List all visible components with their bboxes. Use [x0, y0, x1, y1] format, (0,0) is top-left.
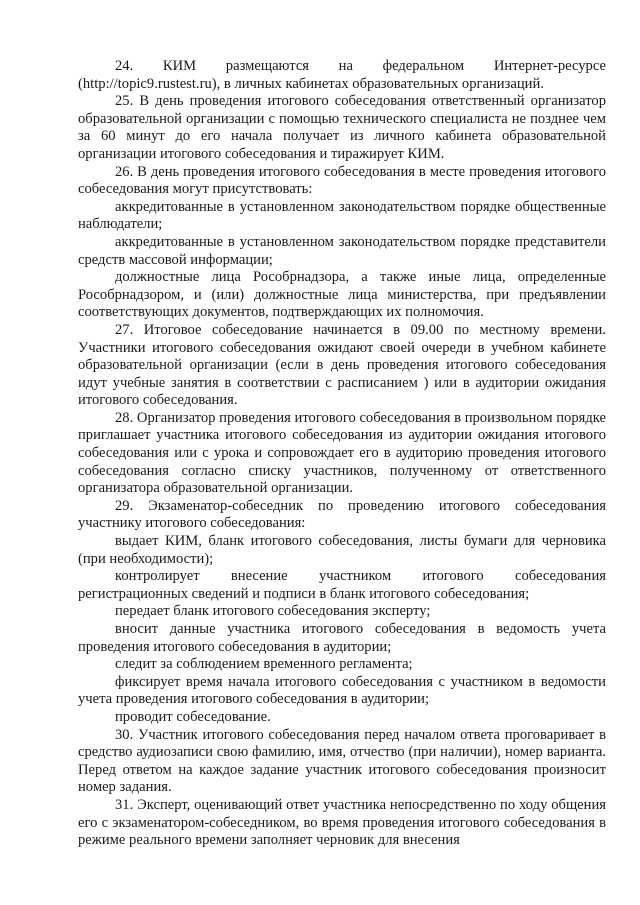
list-item-time-regulation: следит за соблюдением временного регламента; [115, 656, 413, 673]
list-item-issues-kim: выдает КИМ, бланк итогового собеседования, листы бумаги для черновика (при необходимости); [78, 533, 606, 567]
list-item-conducts-interview: проводит собеседование. [115, 708, 271, 725]
list-item-records-start-time: фиксирует время начала итогового собеседования с участником в ведомости учета проведения итогового собеседования в аудитории; [78, 673, 606, 708]
list-item-enters-data: вносит данные участника итогового собеседования в ведомость учета проведения итогового собеседования в аудитории; [78, 621, 606, 655]
paragraph-24: 24. КИМ размещаются на федеральном Интернет-ресурсе (http://topic9.rustest.ru), в личных кабинетах образовательных организаций. [78, 58, 606, 92]
paragraph-26: 26. В день проведения итогового собеседования в месте проведения итогового собеседования могут присутствовать: [78, 163, 606, 198]
paragraph-31: 31. Эксперт, оценивающий ответ участника непосредственно по ходу общения его с экзаменатором-собеседником, во время проведения итогового собеседования в режиме реального времени заполняет черновик для внесения [78, 796, 606, 849]
paragraph-29: 29. Экзаменатор-собеседник по проведению итогового собеседования участнику итогового собеседования: [78, 497, 606, 532]
list-item-officials: должностные лица Рособрнадзора, а также иные лица, определенные Рособрнадзором, и (или) должностные лица министерства, при предъявлении соответствующих документов, подтверждающих их полномочия. [78, 269, 606, 321]
list-item-media-representatives: аккредитованные в установленном законодательством порядке представители средств массовой информации; [78, 233, 606, 268]
list-item-controls-registration: контролирует внесение участником итогового собеседования регистрационных сведений и подписи в бланк итогового собеседования; [78, 568, 606, 602]
list-item-passes-form: передает бланк итогового собеседования эксперту; [115, 603, 431, 620]
paragraph-30: 30. Участник итогового собеседования перед началом ответа проговаривает в средство аудиозаписи свою фамилию, имя, отчество (при наличии), номер варианта. Перед ответом на каждое задание участник итогового собеседования произносит номер задания. [78, 726, 606, 796]
paragraph-27: 27. Итоговое собеседование начинается в 09.00 по местному времени. Участники итогового собеседования ожидают своей очереди в учебном кабинете образовательной организации (если в день проведения итогового собеседования идут учебные занятия в соответствии с расписанием ) или в аудитории ожидания итогового собеседования. [78, 321, 606, 409]
paragraph-25: 25. В день проведения итогового собеседования ответственный организатор образовательной организации с помощью технического специалиста не позднее чем за 60 минут до его начала получает из личного кабинета образовательной организации итогового собеседования и тиражирует КИМ. [78, 93, 606, 162]
list-item-public-observers: аккредитованные в установленном законодательством порядке общественные наблюдатели; [78, 198, 606, 233]
paragraph-28: 28. Организатор проведения итогового собеседования в произвольном порядке приглашает участника итогового собеседования из аудитории ожидания итогового собеседования или с урока и сопровождает его в аудиторию проведения итогового собеседования согласно списку участников, полученному от ответственного организатора образовательной организации. [78, 409, 606, 497]
